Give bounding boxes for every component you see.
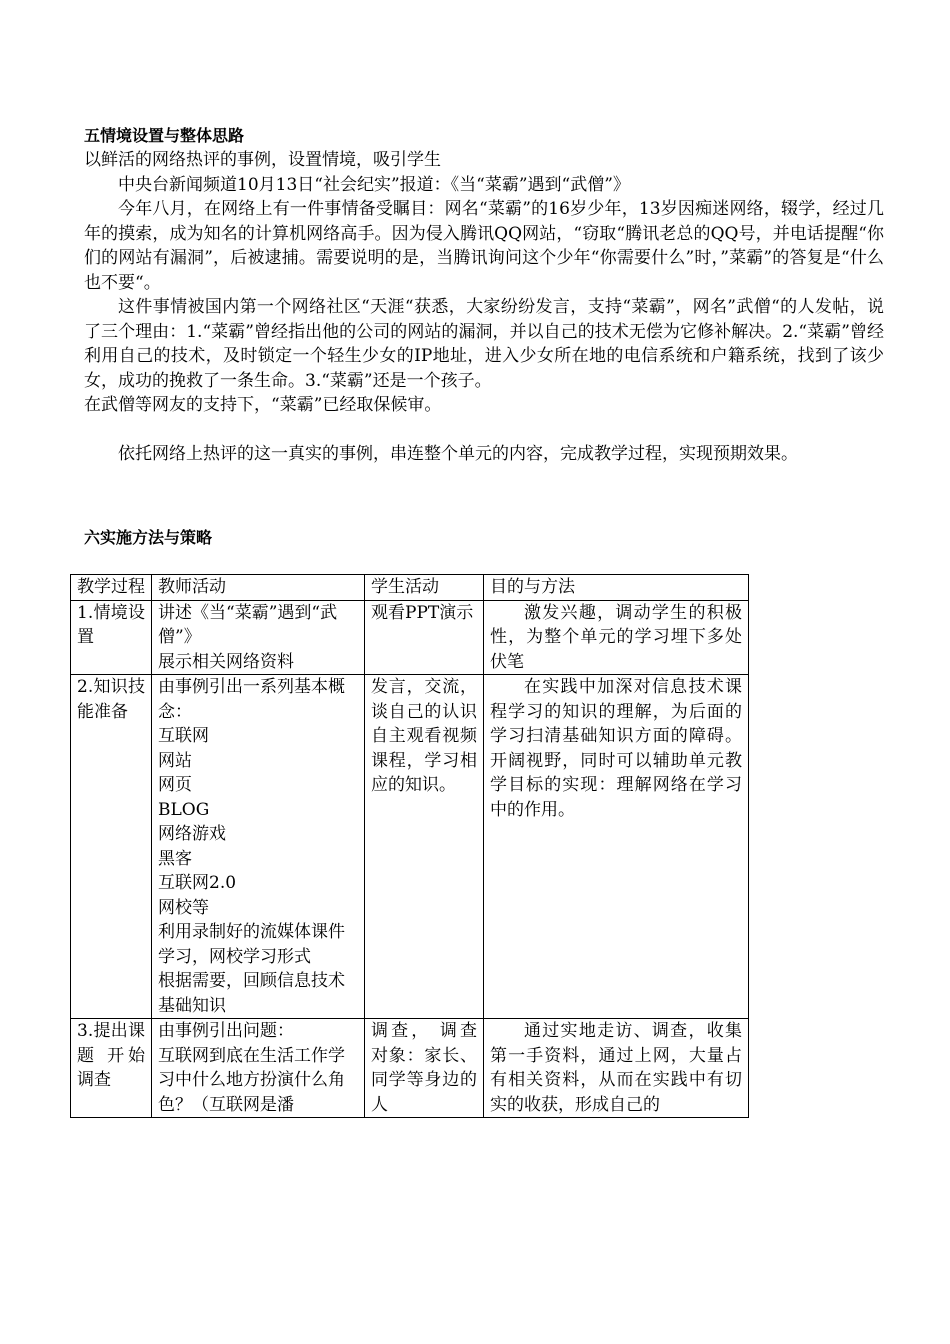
- row-purpose: [484, 1019, 749, 1118]
- purpose-text: 在实践中加深对信息技术课程学习的知识的理解，为后面的学习扫清基础知识方面的障碍。开阔视野，同时可以辅助单元教学目标的实现：理解网络在学习中的作用。: [490, 677, 742, 820]
- teacher-line: 互联网2.0: [158, 873, 237, 893]
- section-5-outcome: 在武僧等网友的支持下，“菜霸”已经取保候审。: [84, 395, 442, 415]
- header-teacher: 教师活动: [152, 575, 365, 601]
- row-stage: 2.知识技能准备: [71, 675, 152, 1019]
- teacher-line: 由事例引出问题：: [158, 1021, 294, 1041]
- row-purpose: [484, 600, 749, 675]
- teacher-line: 利用录制好的流媒体课件学习，网校学习形式: [158, 922, 345, 967]
- teacher-line: 根据需要，回顾信息技术基础知识: [158, 971, 345, 1016]
- row-student-activity: 观看PPT演示: [365, 600, 484, 675]
- section-5-support-paragraph: 这件事情被国内第一个网络社区“天涯“获悉，大家纷纷发言，支持“菜霸”，网名”武僧“的人发帖，说了三个理由：1.“菜霸”曾经指出他的公司的网站的漏洞，并以自己的技术无偿为它修补解决。2.“菜霸”曾经利用自己的技术，及时锁定一个轻生少女的IP地址，进入少女所在地的电信系统和户籍系统，找到了该少女，成功的挽救了一条生命。3.“菜霸”还是一个孩子。: [84, 297, 884, 391]
- purpose-text: 通过实地走访、调查，收集第一手资料，通过上网，大量占有相关资料，从而在实践中有切实的收获，形成自己的: [490, 1021, 742, 1115]
- table-row: [71, 1019, 749, 1118]
- teacher-line: 互联网到底在生活工作学习中什么地方扮演什么角色？（互联网是潘: [158, 1045, 345, 1115]
- row-purpose: [484, 675, 749, 1019]
- section-5-news-source: 中央台新闻频道10月13日“社会纪实”报道：《当“菜霸”遇到“武僧”》: [118, 174, 630, 195]
- header-purpose: 目的与方法: [484, 575, 749, 601]
- teacher-line: 互联网: [158, 726, 209, 746]
- table-row: [71, 675, 749, 1019]
- strategy-table: [70, 574, 749, 1118]
- row-student-activity: 调查， 调查对象：家长、同学等身边的人: [365, 1019, 484, 1118]
- section-5-story-paragraph: 今年八月，在网络上有一件事情备受瞩目：网名“菜霸”的16岁少年，13岁因痴迷网络，辍学，经过几年的摸索，成为知名的计算机网络高手。因为侵入腾讯QQ网站，“窃取“腾讯老总的QQ号，并电话提醒“你们的网站有漏洞”，后被逮捕。需要说明的是，当腾讯询问这个少年“你需要什么”时，”菜霸”的答复是“什么也不要“。: [84, 199, 884, 293]
- row-teacher-activity: [152, 1019, 365, 1118]
- teacher-line: 网站: [158, 750, 192, 771]
- spacer: [84, 418, 884, 442]
- table-header-row: [71, 575, 749, 601]
- row-teacher-activity: [152, 675, 365, 1019]
- row-stage: 3.提出课题 开始调查: [71, 1019, 152, 1118]
- teacher-line: 网络游戏: [158, 824, 226, 844]
- teacher-line: 由事例引出一系列基本概念：: [158, 677, 345, 722]
- row-student-activity: 发言，交流，谈自己的认识 自主观看视频课程，学习相应的知识。: [365, 675, 484, 1019]
- section-5-heading: 五情境设置与整体思路: [84, 126, 245, 145]
- section-6-heading: 六实施方法与策略: [84, 528, 213, 547]
- section-5-conclusion: 依托网络上热评的这一真实的事例，串连整个单元的内容，完成教学过程，实现预期效果。: [118, 443, 798, 464]
- row-stage: 1.情境设置: [71, 600, 152, 675]
- header-student: 学生活动: [365, 575, 484, 601]
- teacher-line: 黑客: [158, 848, 192, 869]
- teacher-line: 讲述《当“菜霸”遇到“武僧”》: [158, 602, 338, 647]
- section-5-intro: 以鲜活的网络热评的事例，设置情境，吸引学生: [84, 150, 441, 170]
- teacher-line: 网页: [158, 775, 192, 795]
- document-page: [77, 124, 884, 1118]
- purpose-text: 激发兴趣，调动学生的积极性，为整个单元的学习埋下多处伏笔: [490, 602, 742, 672]
- teacher-line: 网校等: [158, 897, 209, 918]
- row-teacher-activity: [152, 600, 365, 675]
- table-row: [71, 600, 749, 675]
- teacher-line: 展示相关网络资料: [158, 651, 294, 672]
- header-stage: 教学过程: [71, 575, 152, 601]
- teacher-line: BLOG: [158, 799, 210, 820]
